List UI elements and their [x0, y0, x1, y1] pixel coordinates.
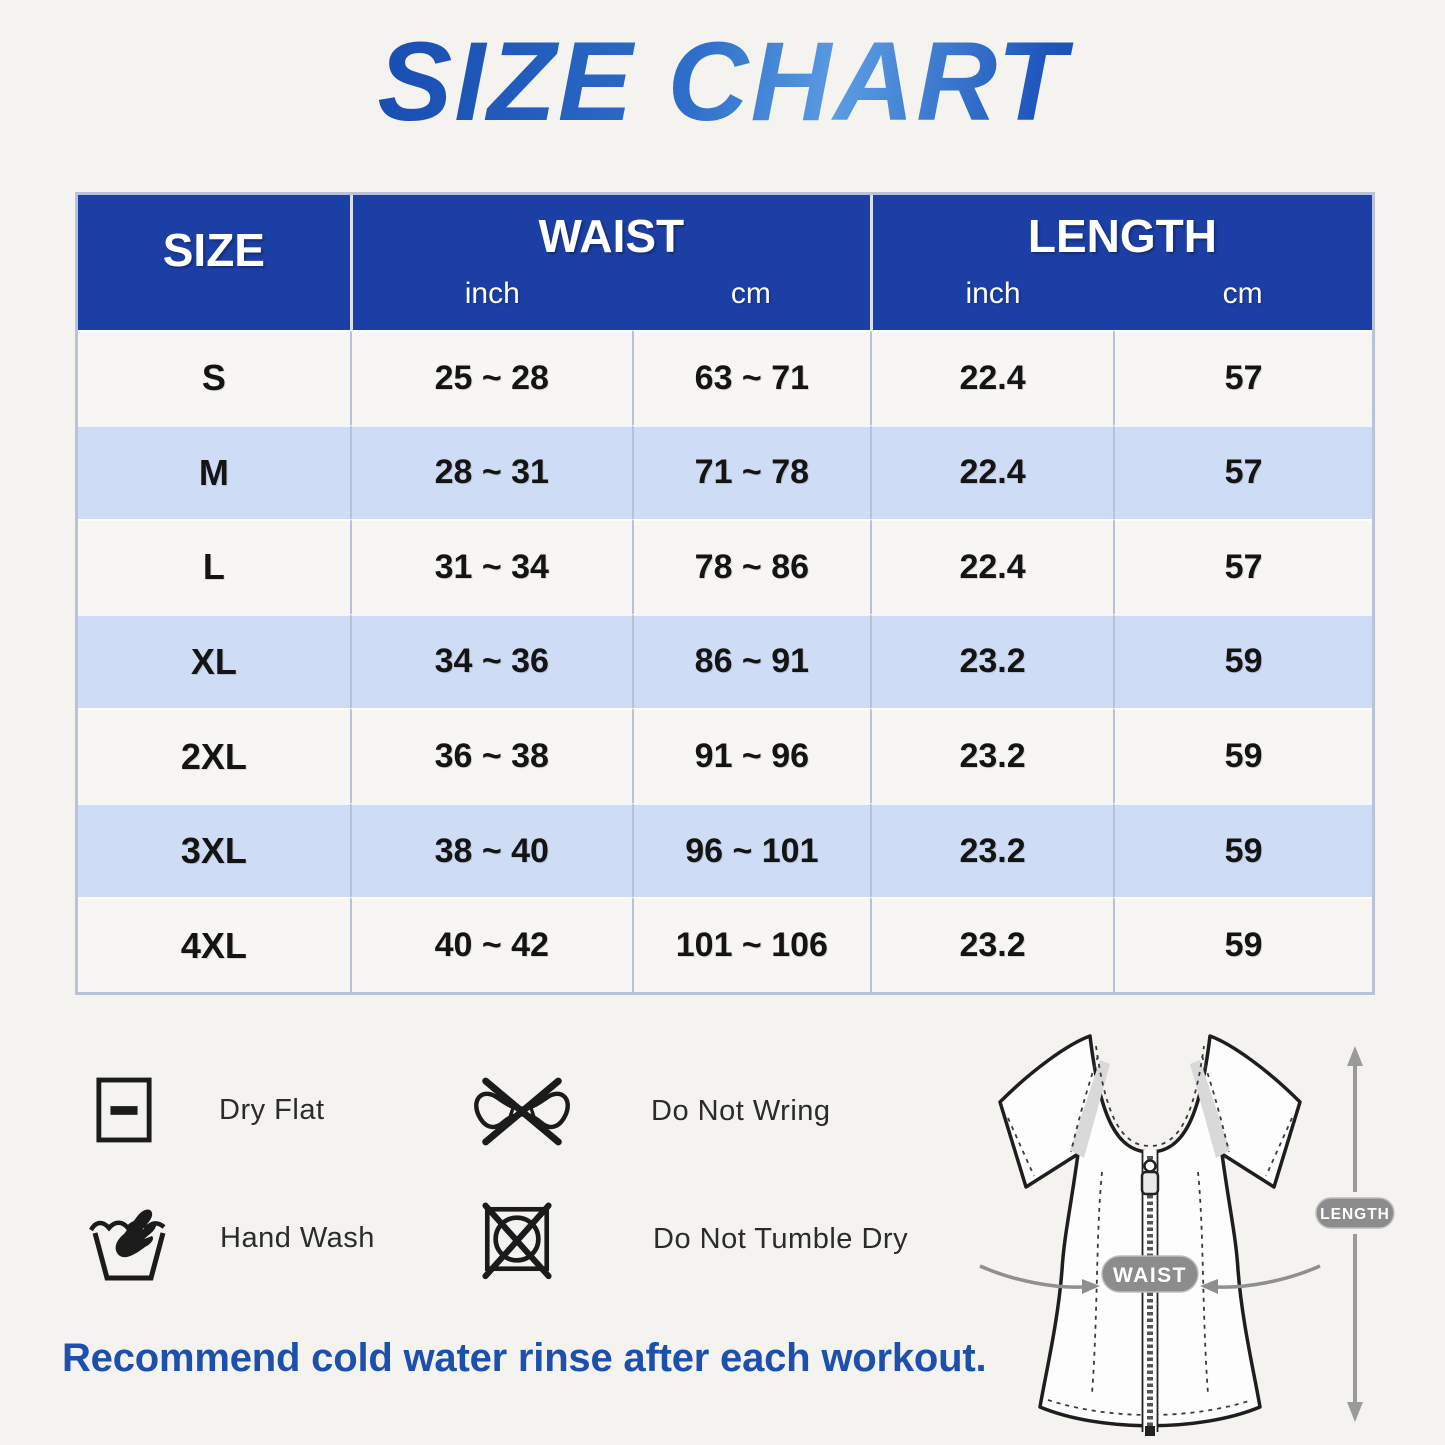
size-table-cell-waist-inch: 36 ~ 38 — [350, 708, 632, 803]
size-table-cell-waist-cm: 63 ~ 71 — [632, 330, 870, 425]
waist-badge-label: WAIST — [1113, 1264, 1187, 1287]
size-table-cell-waist-inch: 25 ~ 28 — [350, 330, 632, 425]
size-table-row-label: M — [78, 425, 350, 520]
size-table-cell-waist-cm: 86 ~ 91 — [632, 614, 870, 709]
size-table — [75, 192, 1375, 995]
size-table-cell-waist-cm: 101 ~ 106 — [632, 897, 870, 992]
care-label: Do Not Wring — [651, 1095, 831, 1127]
size-table-cell-length-cm: 59 — [1113, 708, 1372, 803]
size-table-cell-waist-inch: 28 ~ 31 — [350, 425, 632, 520]
care-item-hand-wash — [88, 1192, 375, 1284]
care-note: Recommend cold water rinse after each workout. — [62, 1336, 987, 1380]
size-table-row-label: 3XL — [78, 803, 350, 898]
size-table-row-label: L — [78, 519, 350, 614]
size-table-cell-waist-cm: 91 ~ 96 — [632, 708, 870, 803]
size-table-header-size: SIZE — [78, 195, 350, 330]
size-table-cell-waist-inch: 34 ~ 36 — [350, 614, 632, 709]
waist-unit-cm-label: cm — [632, 277, 870, 330]
size-table-row-label: S — [78, 330, 350, 425]
zipper-icon — [1142, 1150, 1158, 1436]
size-table-header-length: LENGTH — [870, 195, 1372, 277]
care-label: Dry Flat — [219, 1093, 325, 1126]
size-table-cell-length-cm: 59 — [1113, 614, 1372, 709]
size-table-cell-length-cm: 59 — [1113, 803, 1372, 898]
size-table-row-label: XL — [78, 614, 350, 709]
length-badge — [1316, 1198, 1394, 1228]
size-table-cell-length-cm: 59 — [1113, 897, 1372, 992]
size-table-row-label: 4XL — [78, 897, 350, 992]
waist-unit-inch-label: inch — [350, 277, 632, 330]
size-table-cell-length-cm: 57 — [1113, 425, 1372, 520]
care-item-dry-flat — [95, 1076, 325, 1144]
size-table-cell-waist-cm: 96 ~ 101 — [632, 803, 870, 898]
dry-flat-icon — [95, 1076, 153, 1144]
do-not-tumble-dry-icon — [478, 1198, 556, 1280]
size-table-row-label: 2XL — [78, 708, 350, 803]
size-table-cell-length-inch: 22.4 — [870, 425, 1113, 520]
size-table-cell-length-inch: 23.2 — [870, 708, 1113, 803]
care-item-do-not-tumble-dry — [478, 1198, 908, 1280]
size-table-cell-length-inch: 22.4 — [870, 519, 1113, 614]
length-arrow-icon — [1347, 1046, 1363, 1422]
size-table-cell-length-inch: 23.2 — [870, 614, 1113, 709]
care-label: Hand Wash — [220, 1221, 375, 1254]
page-title: SIZE CHART — [0, 16, 1445, 148]
care-item-do-not-wring — [468, 1072, 831, 1151]
size-table-cell-length-inch: 23.2 — [870, 897, 1113, 992]
size-table-cell-length-cm: 57 — [1113, 519, 1372, 614]
hand-wash-icon — [88, 1192, 168, 1284]
length-unit-inch-label: inch — [870, 277, 1113, 330]
size-table-cell-waist-inch: 31 ~ 34 — [350, 519, 632, 614]
waist-badge — [1102, 1256, 1198, 1292]
care-label: Do Not Tumble Dry — [653, 1222, 909, 1255]
garment-diagram — [950, 1022, 1400, 1445]
size-table-cell-waist-cm: 78 ~ 86 — [632, 519, 870, 614]
length-unit-cm-label: cm — [1113, 277, 1372, 330]
size-table-cell-length-inch: 22.4 — [870, 330, 1113, 425]
size-table-cell-length-cm: 57 — [1113, 330, 1372, 425]
do-not-wring-icon — [468, 1072, 576, 1151]
size-table-cell-length-inch: 23.2 — [870, 803, 1113, 898]
size-table-cell-waist-cm: 71 ~ 78 — [632, 425, 870, 520]
size-table-header-waist: WAIST — [350, 195, 870, 277]
size-table-cell-waist-inch: 38 ~ 40 — [350, 803, 632, 898]
size-table-cell-waist-inch: 40 ~ 42 — [350, 897, 632, 992]
length-badge-label: LENGTH — [1320, 1206, 1390, 1223]
